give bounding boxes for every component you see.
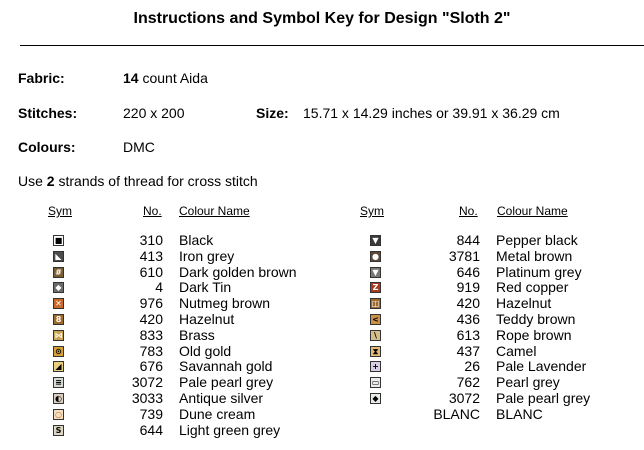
colour-number: BLANC xyxy=(433,405,480,422)
colour-number: 646 xyxy=(456,263,480,280)
colour-name: Teddy brown xyxy=(496,310,576,327)
colour-name: Nutmeg brown xyxy=(179,295,271,312)
symbol-swatch-icon: 8 xyxy=(53,314,64,325)
colour-number: 4 xyxy=(155,279,163,296)
stitches-value: 220 x 200 xyxy=(123,105,185,121)
size-label: Size: xyxy=(256,105,289,121)
symbol-swatch-icon: < xyxy=(370,314,381,325)
colour-number: 610 xyxy=(139,263,163,280)
colour-number: 676 xyxy=(139,358,163,375)
stitches-label: Stitches: xyxy=(18,105,78,121)
size-value: 15.71 x 14.29 inches or 39.91 x 36.29 cm xyxy=(303,105,560,121)
symbol-swatch-icon: ◐ xyxy=(53,393,64,404)
symbol-swatch-icon: # xyxy=(53,267,64,278)
colour-number: 310 xyxy=(139,232,163,248)
fabric-count: 14 xyxy=(123,70,139,86)
colour-name: Red copper xyxy=(496,279,569,296)
colour-number: 844 xyxy=(456,232,480,248)
symbol-swatch-icon: ▼ xyxy=(370,267,381,278)
colour-name: Pale pearl grey xyxy=(496,389,591,406)
colour-name: Savannah gold xyxy=(179,358,273,375)
colour-name: Platinum grey xyxy=(496,263,582,280)
header-name-right: Colour Name xyxy=(497,204,568,218)
colour-number: 413 xyxy=(139,247,163,264)
symbol-swatch-icon: ▭ xyxy=(371,378,380,388)
colour-name: Hazelnut xyxy=(179,310,235,327)
colour-number: 3072 xyxy=(131,374,163,391)
colour-number: 762 xyxy=(456,374,480,391)
colour-number: 3072 xyxy=(448,389,480,406)
header-sym-right: Sym xyxy=(360,204,384,218)
colour-name: Pepper black xyxy=(496,232,578,248)
strand-pre: Use xyxy=(18,173,47,189)
colour-name: BLANC xyxy=(496,405,543,422)
fabric-label: Fabric: xyxy=(18,70,65,86)
colour-number: 3033 xyxy=(131,389,163,406)
colour-name: Dark golden brown xyxy=(179,263,297,280)
strand-count: 2 xyxy=(46,173,55,189)
colour-number: 739 xyxy=(139,405,163,422)
colour-number: 420 xyxy=(139,310,163,327)
colour-name: Brass xyxy=(179,326,215,343)
colour-name: Metal brown xyxy=(496,247,573,264)
symbol-swatch-icon: ◢ xyxy=(53,361,64,372)
strand-instructions xyxy=(18,173,258,189)
colour-name: Pale Lavender xyxy=(496,358,587,375)
colour-name: Dark Tin xyxy=(179,279,232,296)
symbol-swatch-icon: ≡ xyxy=(53,377,64,388)
symbol-swatch-icon: ◆ xyxy=(53,282,64,293)
symbol-swatch-icon: ⧗ xyxy=(370,346,381,357)
colour-number: 436 xyxy=(456,310,480,327)
fabric-value xyxy=(123,70,208,86)
colour-number: 420 xyxy=(456,295,480,312)
colour-number: 833 xyxy=(139,326,163,343)
colour-name: Antique silver xyxy=(179,389,264,406)
symbol-swatch-icon: ● xyxy=(370,251,381,262)
header-name-left: Colour Name xyxy=(179,204,250,218)
symbol-swatch-icon: ○ xyxy=(53,409,64,420)
colour-name: Pearl grey xyxy=(496,374,560,391)
colours-label: Colours: xyxy=(18,139,76,155)
colour-name: Old gold xyxy=(179,342,232,359)
colour-number: 919 xyxy=(456,279,480,296)
colour-number: 3781 xyxy=(448,247,480,264)
colour-name: Light green grey xyxy=(179,421,281,438)
colour-number: 26 xyxy=(464,358,480,375)
header-no-left: No. xyxy=(143,204,162,218)
symbol-swatch-icon: \ xyxy=(370,330,381,341)
colour-name: Pale pearl grey xyxy=(179,374,274,391)
symbol-swatch-icon: ◣ xyxy=(53,251,64,262)
symbol-swatch-icon: ▼ xyxy=(370,235,381,246)
fabric-rest: count Aida xyxy=(142,70,208,86)
colours-value: DMC xyxy=(123,139,155,155)
colour-name: Camel xyxy=(496,342,537,359)
strand-post: strands of thread for cross stitch xyxy=(54,173,258,189)
symbol-swatch-icon: S xyxy=(53,425,64,436)
symbol-swatch-icon: ⊙ xyxy=(53,346,64,357)
header-sym-left: Sym xyxy=(48,204,72,218)
colour-name: Rope brown xyxy=(496,326,572,343)
symbol-swatch-icon: ✕ xyxy=(53,298,64,309)
header-no-right: No. xyxy=(459,204,478,218)
colour-name: Black xyxy=(179,232,214,248)
symbol-swatch-icon: ◫ xyxy=(371,299,380,309)
colour-number: 644 xyxy=(139,421,163,438)
symbol-swatch-icon: Z xyxy=(370,282,381,293)
title-divider xyxy=(20,45,644,46)
symbol-swatch-icon: ⋈ xyxy=(54,330,63,340)
colour-name: Dune cream xyxy=(179,405,256,422)
colour-number: 613 xyxy=(456,326,480,343)
page-title: Instructions and Symbol Key for Design "Sloth 2" xyxy=(133,10,511,27)
symbol-swatch-icon: ■ xyxy=(54,236,63,245)
colour-number: 437 xyxy=(456,342,480,359)
colour-number: 976 xyxy=(139,295,163,312)
symbol-swatch-icon: + xyxy=(370,361,381,372)
symbol-swatch-icon: ◆ xyxy=(370,393,381,404)
colour-number: 783 xyxy=(139,342,163,359)
colour-name: Hazelnut xyxy=(496,295,552,312)
colour-name: Iron grey xyxy=(179,247,235,264)
